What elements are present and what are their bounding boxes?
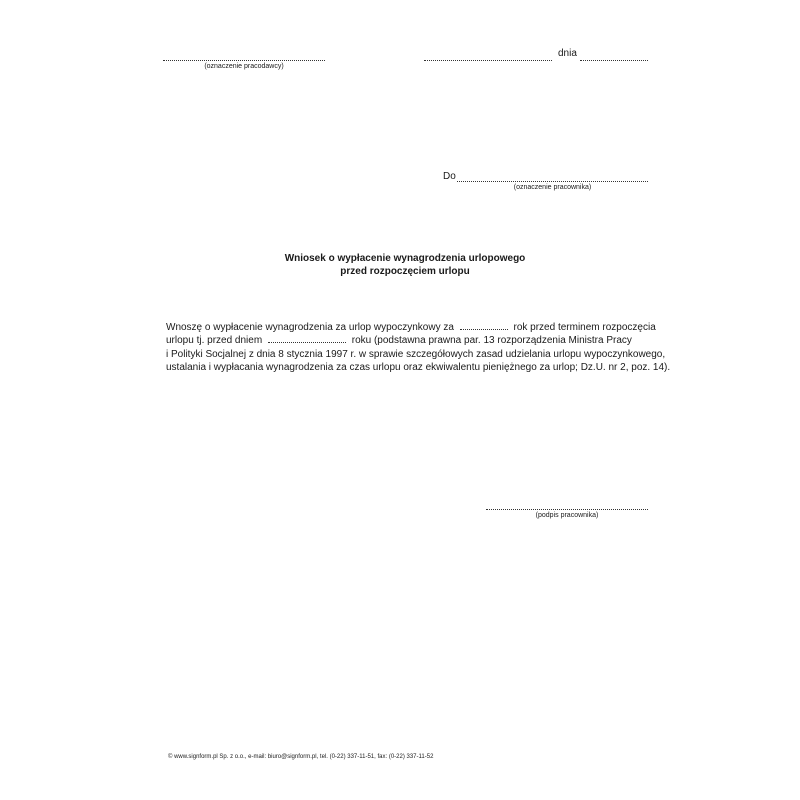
employer-line: [163, 60, 325, 61]
body-line-1-end: rok przed terminem rozpoczęcia: [513, 322, 656, 333]
do-label: Do: [443, 171, 456, 182]
dnia-label: dnia: [558, 48, 577, 59]
employee-line: [457, 181, 648, 182]
date-field: [268, 342, 346, 343]
place-line: [424, 60, 552, 61]
body-line-2-start: urlopu tj. przed dniem: [166, 335, 263, 346]
body-line-2-end: roku (podstawna prawna par. 13 rozporządzenia Ministra Pracy: [351, 335, 632, 346]
year-field: [460, 329, 508, 330]
body-line-2: [166, 335, 632, 346]
date-line: [580, 60, 648, 61]
document-title-line1: Wniosek o wypłacenie wynagrodzenia urlopowego: [284, 253, 526, 264]
body-line-1: [166, 322, 656, 333]
body-line-3: i Polityki Socjalnej z dnia 8 stycznia 1997 r. w sprawie szczegółowych zasad udzielania urlopu wypoczynkowego,: [166, 349, 666, 360]
signature-caption: (podpis pracownika): [535, 512, 599, 519]
footer-copyright: © www.signform.pl Sp. z o.o., e-mail: biuro@signform.pl, tel. (0-22) 337-11-51, fax: (0-22) 337-11-52: [168, 754, 434, 760]
body-line-1-start: Wnoszę o wypłacenie wynagrodzenia za urlop wypoczynkowy za: [166, 322, 454, 333]
body-line-4: ustalania i wypłacania wynagrodzenia za czas urlopu oraz ekwiwalentu pieniężnego za urlop; Dz.U. nr 2, poz. 14).: [166, 362, 671, 373]
document-title-line2: przed rozpoczęciem urlopu: [340, 266, 470, 277]
employer-caption: (oznaczenie pracodawcy): [204, 63, 284, 70]
employee-caption: (oznaczenie pracownika): [513, 184, 592, 191]
signature-line: [486, 509, 648, 510]
